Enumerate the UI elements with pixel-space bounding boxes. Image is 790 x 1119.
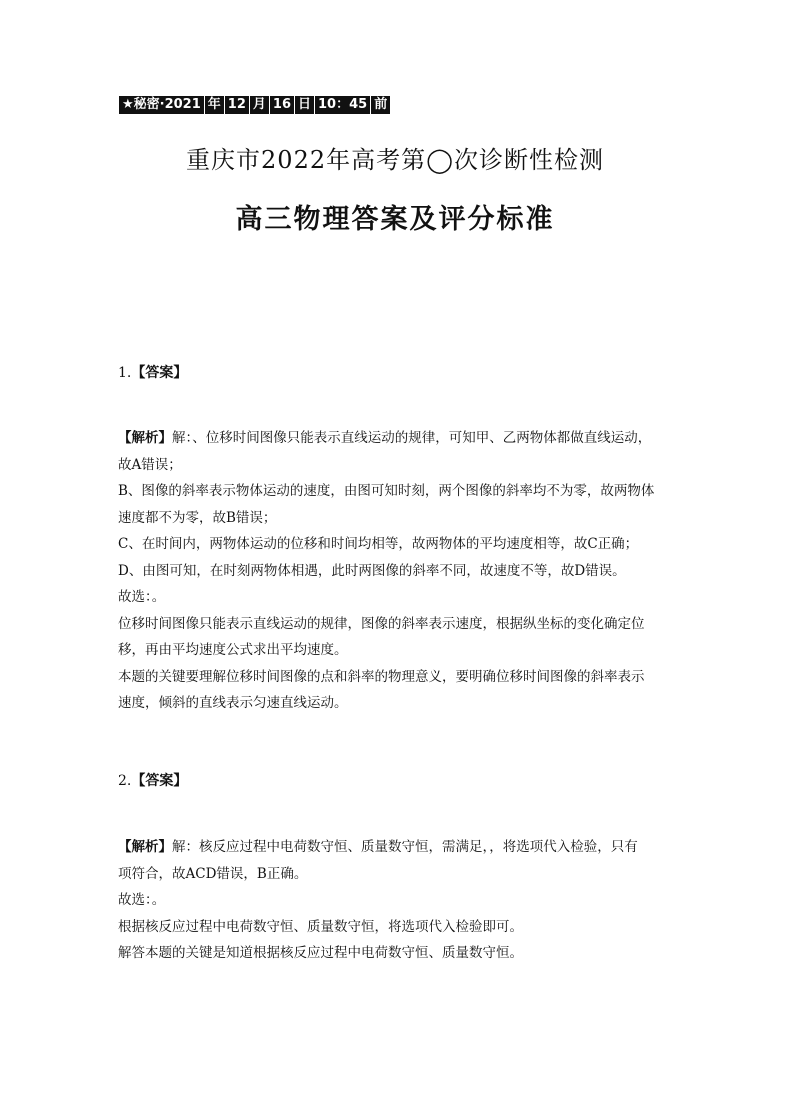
question-1-answer-heading bbox=[118, 362, 187, 382]
analysis-line: 【解析】解：核反应过程中电荷数守恒、质量数守恒，需满足，，将选项代入检验，只有 bbox=[118, 839, 638, 855]
secret-part: 10：45 bbox=[315, 96, 370, 114]
secret-part: 前 bbox=[371, 96, 390, 114]
analysis-line: 速度都不为零，故B错误； bbox=[118, 509, 277, 526]
answer-tag: 【答案】 bbox=[131, 365, 188, 381]
secret-part: 日 bbox=[295, 96, 314, 114]
analysis-line: 解答本题的关键是知道根据核反应过程中电荷数守恒、质量数守恒。 bbox=[118, 945, 523, 961]
analysis-line: 故A错误； bbox=[118, 456, 182, 473]
analysis-line: C、在时间内，两物体运动的位移和时间均相等，故两物体的平均速度相等，故C正确； bbox=[118, 536, 639, 552]
analysis-line: 故选：。 bbox=[118, 589, 166, 605]
exam-title: 重庆市2022年高考第◯次诊断性检测 bbox=[186, 146, 604, 174]
analysis-line: D、由图可知，在时刻两物体相遇，此时两图像的斜率不同，故速度不等，故D错误。 bbox=[118, 562, 626, 579]
question-1-analysis bbox=[118, 425, 678, 717]
question-number: 2. bbox=[118, 773, 132, 789]
analysis-line: 项符合，故ACD错误，B正确。 bbox=[118, 865, 308, 882]
answer-key-title: 高三物理答案及评分标准 bbox=[235, 204, 555, 235]
analysis-line: 根据核反应过程中电荷数守恒、质量数守恒，将选项代入检验即可。 bbox=[118, 918, 523, 935]
analysis-line: 移，再由平均速度公式求出平均速度。 bbox=[118, 642, 348, 658]
answer-tag: 【答案】 bbox=[131, 773, 188, 789]
secret-part: 年 bbox=[205, 96, 224, 114]
analysis-tag: 【解析】 bbox=[118, 839, 172, 855]
secret-part: 月 bbox=[250, 96, 269, 114]
confidential-header bbox=[119, 95, 390, 115]
analysis-tag: 【解析】 bbox=[118, 430, 172, 446]
analysis-line: 位移时间图像只能表示直线运动的规律，图像的斜率表示速度，根据纵坐标的变化确定位 bbox=[118, 615, 645, 632]
question-2-analysis bbox=[118, 834, 678, 967]
analysis-line: 速度，倾斜的直线表示匀速直线运动。 bbox=[118, 695, 348, 711]
analysis-line: B、图像的斜率表示物体运动的速度，由图可知时刻，两个图像的斜率均不为零，故两物体 bbox=[118, 483, 655, 499]
question-2-answer-heading bbox=[118, 770, 187, 790]
analysis-line: 本题的关键要理解位移时间图像的点和斜率的物理意义，要明确位移时间图像的斜率表示 bbox=[118, 668, 645, 685]
question-number: 1. bbox=[118, 365, 132, 381]
analysis-line: 【解析】解：、位移时间图像只能表示直线运动的规律，可知甲、乙两物体都做直线运动， bbox=[118, 430, 652, 446]
secret-part: 16 bbox=[270, 96, 294, 114]
secret-part: ★秘密·2021 bbox=[119, 96, 204, 114]
analysis-line: 故选：。 bbox=[118, 892, 166, 908]
secret-part: 12 bbox=[225, 96, 249, 114]
